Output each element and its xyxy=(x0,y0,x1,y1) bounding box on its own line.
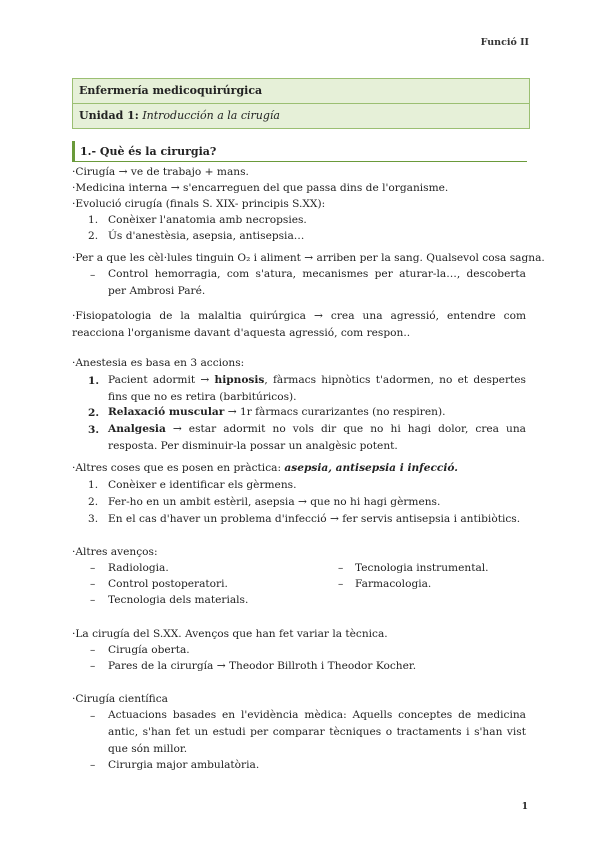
item-text: → 1r fàrmacs curarizantes (no respiren). xyxy=(224,406,446,418)
list-item: Farmacologia. xyxy=(355,578,432,590)
list-number: 1. xyxy=(88,479,99,491)
unit-label: Unidad 1: xyxy=(79,109,139,122)
paragraph: ·Fisiopatologia de la malaltia quirúrgica → crea una agressió, entendre com reacciona l'organisme davant d'aquesta agressió, com respon.. xyxy=(72,310,526,339)
item-text: , fàrmacs hipnòtics t'adormen, no et despertes fins que no es retira (barbitúricos). xyxy=(108,374,526,403)
item-text: Pacient adormit → xyxy=(108,374,215,386)
text-line: ·Cirugía científica xyxy=(72,693,168,705)
list-number: 3. xyxy=(88,424,100,436)
dash-bullet: – xyxy=(338,578,344,590)
item-term: hipnosis xyxy=(214,374,265,386)
list-item: Radiologia. xyxy=(108,562,169,574)
text-line: ·La cirugía del S.XX. Avenços que han fet variar la tècnica. xyxy=(72,628,388,640)
dash-bullet: – xyxy=(90,660,96,672)
list-number: 3. xyxy=(88,513,99,525)
course-title: Enfermería medicoquirúrgica xyxy=(79,84,263,97)
dash-bullet: – xyxy=(90,578,96,590)
text-line xyxy=(72,461,458,475)
list-item: En el cas d'haver un problema d'infecció → fer servis antisepsia i antibiòtics. xyxy=(108,513,521,525)
list-item: Control hemorragia, com s'atura, mecanismes per aturar-la…, descoberta per Ambrosi Paré. xyxy=(108,268,526,297)
item-text: → estar adormit no vols dir que no hi hagi dolor, crea una resposta. Per disminuir-la possar un analgèsic potent. xyxy=(108,423,526,452)
page-number: 1 xyxy=(521,802,528,812)
item-term: Analgesia xyxy=(108,423,166,435)
list-number: 1. xyxy=(88,375,100,387)
text-line: ·Evolució cirugía (finals S. XIX- principis S.XX): xyxy=(72,198,326,210)
list-item: Fer-ho en un ambit estèril, asepsia → que no hi hagi gèrmens. xyxy=(108,496,441,508)
list-item: Tecnologia dels materials. xyxy=(108,594,249,606)
list-item: Conèixer e identificar els gèrmens. xyxy=(108,479,297,491)
list-number: 2. xyxy=(88,407,100,419)
text-line: ·Cirugía → ve de trabajo + mans. xyxy=(72,166,249,178)
emphasis: asepsia, antisepsia i infecció. xyxy=(284,462,458,474)
list-item: Actuacions basades en l'evidència mèdica: Aquells conceptes de medicina antic, s'han fet un estudi per comparar tècniques o tractaments i s'han vist que són millor. xyxy=(108,709,526,755)
list-item: Tecnologia instrumental. xyxy=(355,562,489,574)
dash-bullet: – xyxy=(90,594,96,606)
unit-name: Introducción a la cirugía xyxy=(138,109,280,122)
section-heading xyxy=(72,141,527,162)
unit-title xyxy=(79,109,280,122)
text-line: ·Anestesia es basa en 3 accions: xyxy=(72,357,245,369)
line-text: ·Altres coses que es posen en pràctica: xyxy=(72,462,285,474)
text-line: ·Medicina interna → s'encarreguen del que passa dins de l'organisme. xyxy=(72,182,449,194)
list-item: Conèixer l'anatomia amb necropsies. xyxy=(108,214,307,226)
dash-bullet: – xyxy=(90,759,96,771)
course-title-box xyxy=(72,78,530,104)
running-header: Funció II xyxy=(480,37,529,48)
text-line: ·Per a que les cèl·lules tinguin O₂ i aliment → arriben per la sang. Qualsevol cosa sagna. xyxy=(72,252,545,264)
list-number: 2. xyxy=(88,496,99,508)
list-item xyxy=(108,372,526,406)
list-item: Pares de la cirurgía → Theodor Billroth i Theodor Kocher. xyxy=(108,660,417,672)
dash-bullet: – xyxy=(338,562,344,574)
list-item: Cirugía oberta. xyxy=(108,644,190,656)
dash-bullet: – xyxy=(90,644,96,656)
dash-bullet: – xyxy=(90,562,96,574)
section-heading-text: 1.- Què és la cirurgia? xyxy=(80,145,217,158)
dash-bullet: – xyxy=(90,269,96,281)
list-item: Control postoperatori. xyxy=(108,578,228,590)
item-term: Relaxació muscular xyxy=(108,406,225,418)
list-number: 2. xyxy=(88,230,99,242)
text-line: ·Altres avenços: xyxy=(72,546,158,558)
unit-title-box xyxy=(72,103,530,129)
list-item xyxy=(108,421,526,455)
list-number: 1. xyxy=(88,214,99,226)
dash-bullet: – xyxy=(90,710,96,722)
list-item: Cirurgia major ambulatòria. xyxy=(108,759,260,771)
list-item: Ús d'anestèsia, asepsia, antisepsia… xyxy=(108,230,305,242)
list-item xyxy=(108,404,526,421)
